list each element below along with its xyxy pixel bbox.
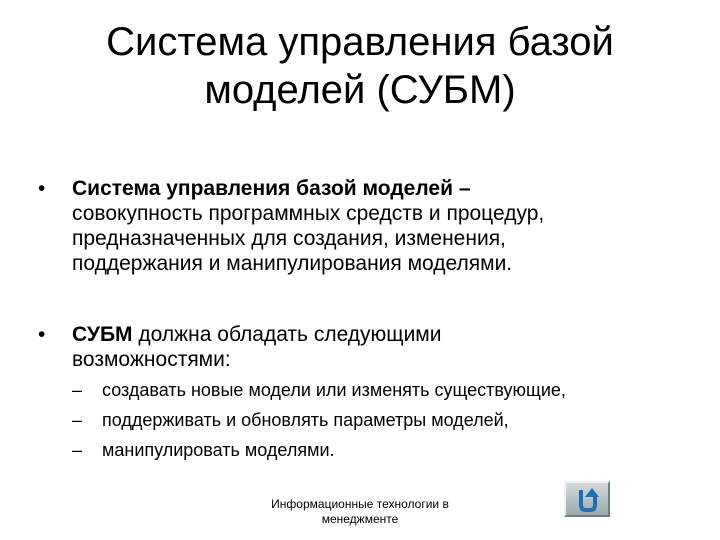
bullet-line: возможностями:	[72, 348, 231, 371]
sub-item	[72, 379, 672, 401]
bullet-definition	[38, 176, 678, 276]
slide-footer	[240, 497, 480, 527]
sub-item-marker: –	[72, 440, 83, 460]
sub-item	[72, 409, 672, 431]
bullet-term: Система управления базой моделей –	[72, 177, 471, 200]
bullet-capabilities	[38, 322, 678, 372]
title-line-1: Система управления базой	[106, 20, 614, 64]
return-arrow-icon	[575, 486, 601, 514]
return-button[interactable]	[564, 481, 610, 517]
bullet-marker: •	[38, 177, 46, 200]
bullet-line: предназначенных для создания, изменения,	[72, 227, 506, 250]
bullet-term: СУБМ	[72, 323, 133, 346]
bullet-line: поддержания и манипулирования моделями.	[72, 252, 513, 275]
sub-item-marker: –	[72, 380, 83, 400]
bullet-line: совокупность программных средств и процедур,	[72, 202, 545, 225]
slide-title	[40, 18, 680, 114]
bullet-text: должна обладать следующими	[132, 323, 442, 346]
sub-item-text: манипулировать моделями.	[102, 440, 335, 460]
title-line-2: моделей (СУБМ)	[204, 68, 516, 112]
footer-line-2: менеджменте	[321, 512, 399, 526]
sub-item-text: создавать новые модели или изменять существующие,	[102, 380, 566, 400]
bullet-marker: •	[38, 323, 46, 346]
sub-item-text: поддерживать и обновлять параметры моделей,	[102, 410, 509, 430]
sub-item-marker: –	[72, 410, 83, 430]
footer-line-1: Информационные технологии в	[271, 497, 449, 511]
sub-item	[72, 439, 672, 461]
